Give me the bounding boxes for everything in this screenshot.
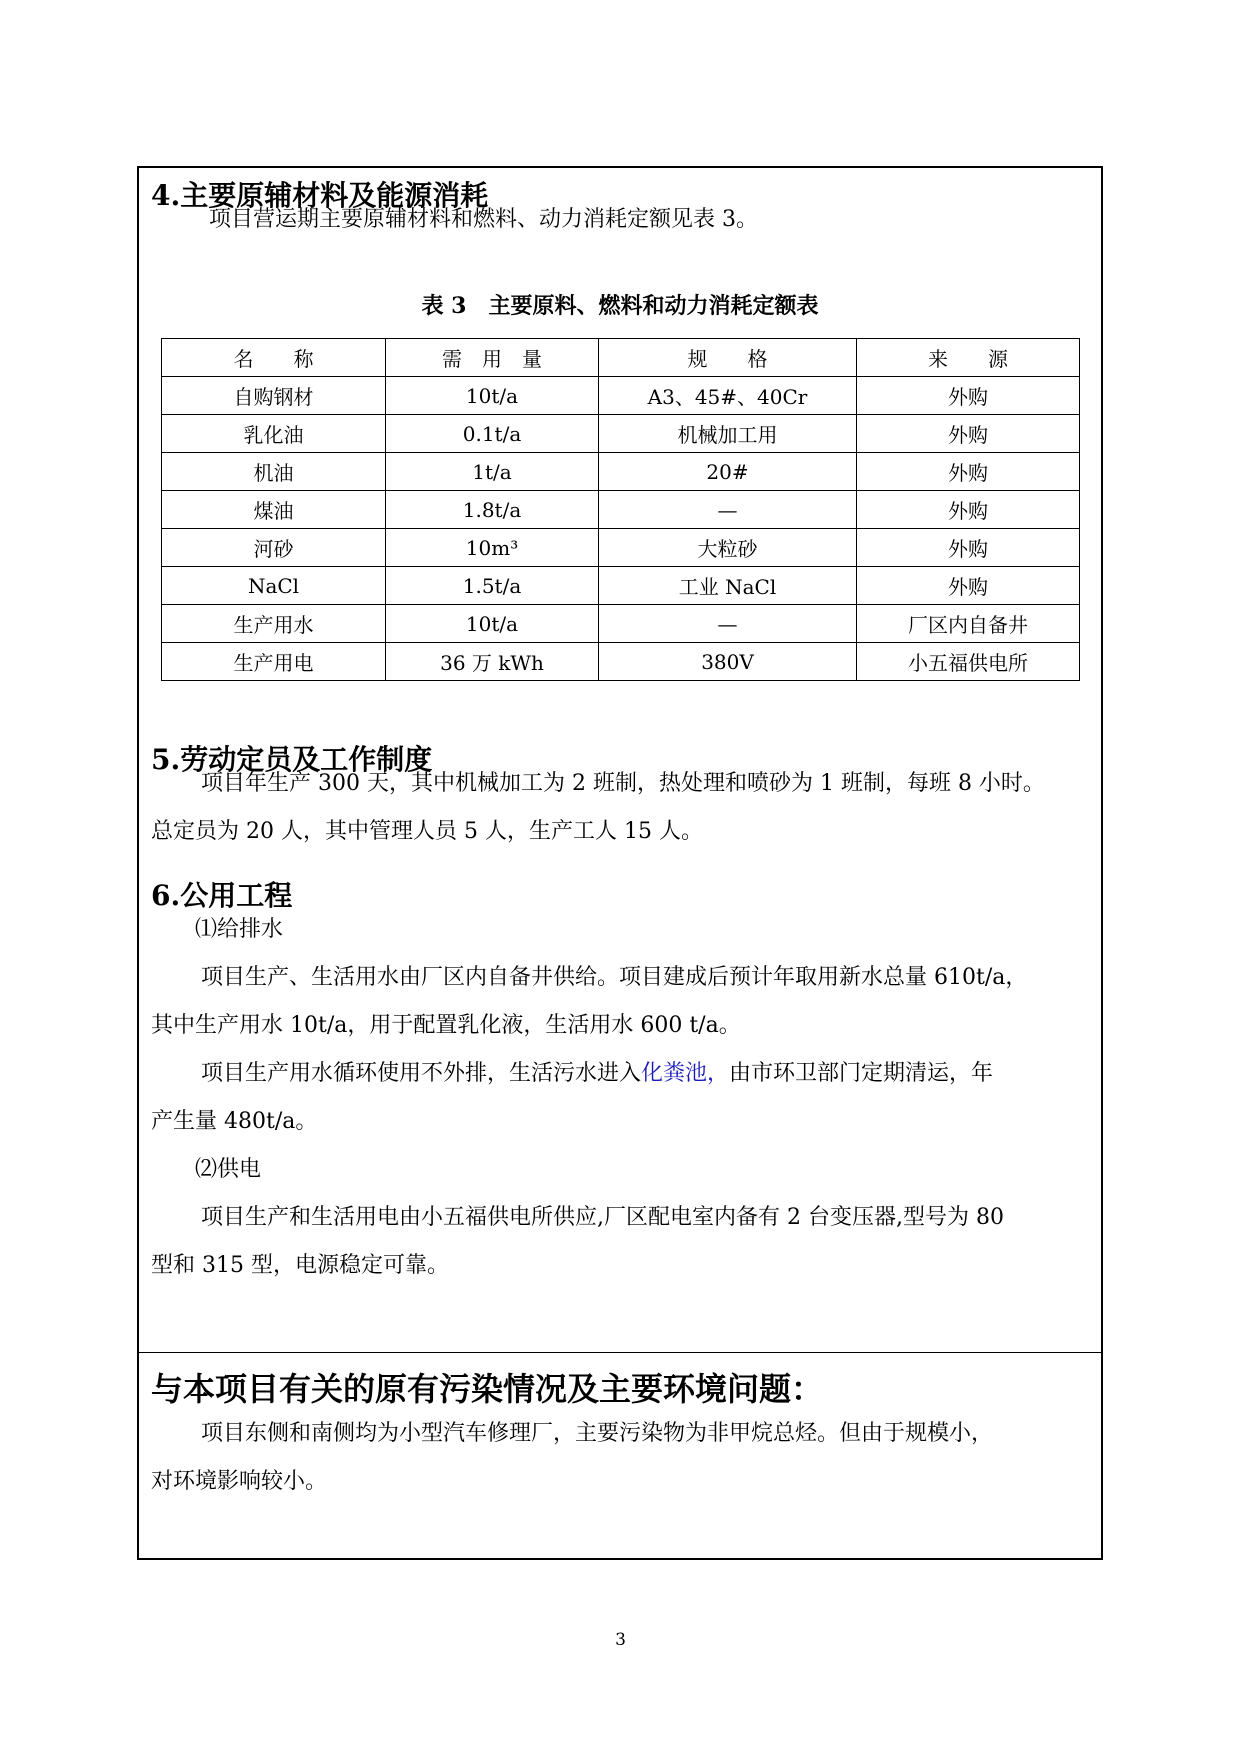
cell-source: 外购	[857, 377, 1080, 415]
water-para2-line2: 产生量 480t/a。	[151, 1109, 318, 1134]
table-row	[162, 415, 1080, 453]
power-line2: 型和 315 型，电源稳定可靠。	[151, 1253, 449, 1278]
cell-source: 外购	[857, 529, 1080, 567]
section-divider	[139, 1352, 1101, 1353]
cell-name: 自购钢材	[162, 377, 386, 415]
cell-source: 外购	[857, 491, 1080, 529]
cell-quantity: 1t/a	[386, 453, 599, 491]
power-subheading: ⑵供电	[195, 1157, 262, 1182]
cell-quantity: 1.5t/a	[386, 567, 599, 605]
cell-spec: 大粒砂	[599, 529, 857, 567]
cell-spec: 机械加工用	[599, 415, 857, 453]
cell-spec: —	[599, 605, 857, 643]
table-header-row	[162, 339, 1080, 377]
cell-spec: —	[599, 491, 857, 529]
page-number: 3	[615, 1630, 626, 1650]
cell-source: 外购	[857, 567, 1080, 605]
pollution-title: 与本项目有关的原有污染情况及主要环境问题：	[151, 1370, 824, 1408]
water-para2-text-a: 项目生产用水循环使用不外排，生活污水进入	[201, 1061, 642, 1086]
cell-spec: A3、45#、40Cr	[599, 377, 857, 415]
table-row	[162, 491, 1080, 529]
cell-quantity: 10t/a	[386, 377, 599, 415]
cell-name: 生产用水	[162, 605, 386, 643]
cell-name: 河砂	[162, 529, 386, 567]
cell-quantity: 10t/a	[386, 605, 599, 643]
water-para2-line1	[201, 1050, 993, 1098]
section5-title: 5.劳动定员及工作制度	[151, 743, 433, 776]
pollution-line2: 对环境影响较小。	[151, 1469, 328, 1494]
cell-spec: 20#	[599, 453, 857, 491]
water-subheading: ⑴给排水	[195, 917, 284, 942]
water-para2-text-b: 由市环卫部门定期清运，年	[729, 1061, 994, 1086]
document-frame	[137, 166, 1103, 1560]
col-header-spec: 规 格	[599, 339, 857, 377]
water-para1-line1: 项目生产、生活用水由厂区内自备井供给。项目建成后预计年取用新水总量 610t/a，	[201, 965, 1028, 990]
cell-source: 厂区内自备井	[857, 605, 1080, 643]
cell-quantity: 1.8t/a	[386, 491, 599, 529]
col-header-quantity: 需 用 量	[386, 339, 599, 377]
table-row	[162, 377, 1080, 415]
power-line1: 项目生产和生活用电由小五福供电所供应,厂区配电室内备有 2 台变压器,型号为 80	[201, 1205, 1004, 1230]
table-row	[162, 605, 1080, 643]
cell-name: NaCl	[162, 567, 386, 605]
col-header-name: 名 称	[162, 339, 386, 377]
section4-title: 4.主要原辅材料及能源消耗	[151, 179, 489, 212]
section5-line2: 总定员为 20 人，其中管理人员 5 人，生产工人 15 人。	[151, 819, 703, 844]
cell-source: 小五福供电所	[857, 643, 1080, 681]
materials-table	[161, 338, 1080, 681]
cell-name: 生产用电	[162, 643, 386, 681]
pollution-line1: 项目东侧和南侧均为小型汽车修理厂，主要污染物为非甲烷总烃。但由于规模小，	[201, 1421, 994, 1446]
cell-name: 乳化油	[162, 415, 386, 453]
section4-intro: 项目营运期主要原辅材料和燃料、动力消耗定额见表 3。	[209, 207, 758, 232]
section5-line1: 项目年生产 300 天，其中机械加工为 2 班制，热处理和喷砂为 1 班制，每班 8 小时。	[201, 771, 1045, 796]
section6-title: 6.公用工程	[151, 879, 293, 912]
cell-source: 外购	[857, 415, 1080, 453]
table-row	[162, 529, 1080, 567]
table-number: 表 3	[421, 293, 467, 319]
water-para1-line2: 其中生产用水 10t/a，用于配置乳化液，生活用水 600 t/a。	[151, 1013, 741, 1038]
cell-quantity: 36 万 kWh	[386, 643, 599, 681]
table-row	[162, 567, 1080, 605]
cell-name: 煤油	[162, 491, 386, 529]
col-header-source: 来 源	[857, 339, 1080, 377]
table-row	[162, 643, 1080, 681]
septic-tank-link[interactable]: 化粪池，	[641, 1061, 730, 1086]
table-row	[162, 453, 1080, 491]
cell-quantity: 10m³	[386, 529, 599, 567]
cell-quantity: 0.1t/a	[386, 415, 599, 453]
cell-source: 外购	[857, 453, 1080, 491]
cell-spec: 工业 NaCl	[599, 567, 857, 605]
table-caption	[139, 289, 1101, 320]
table-title: 主要原料、燃料和动力消耗定额表	[488, 293, 819, 319]
cell-spec: 380V	[599, 643, 857, 681]
cell-name: 机油	[162, 453, 386, 491]
